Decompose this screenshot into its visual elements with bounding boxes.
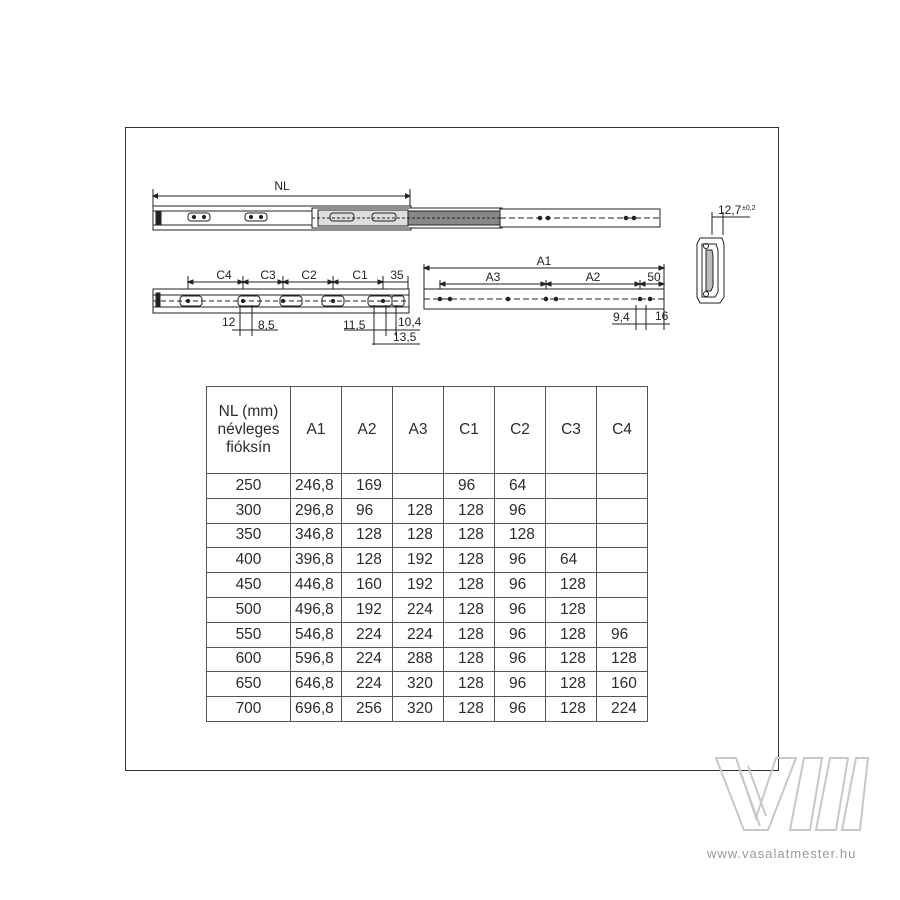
cell-a2: 224: [342, 622, 393, 647]
cell-c1: 128: [444, 647, 495, 672]
cell-c3: 128: [546, 597, 597, 622]
cell-a3: 128: [393, 523, 444, 548]
cell-c1: 128: [444, 597, 495, 622]
cell-a1: 396,8: [291, 548, 342, 573]
cell-a3: 320: [393, 672, 444, 697]
slide-top-view: [153, 189, 660, 230]
header-a2: A2: [342, 387, 393, 474]
header-c2: C2: [495, 387, 546, 474]
cell-c4: [597, 597, 648, 622]
cell-c2: 128: [495, 523, 546, 548]
cell-nl: 700: [207, 697, 291, 722]
dim-11-5: 11,5: [343, 318, 366, 332]
header-a3: A3: [393, 387, 444, 474]
cell-c3: 128: [546, 647, 597, 672]
dim-16: 16: [655, 309, 669, 323]
cell-a2: 224: [342, 647, 393, 672]
cell-c2: 96: [495, 647, 546, 672]
table-row: [207, 523, 648, 548]
cell-c3: 128: [546, 672, 597, 697]
header-c1: C1: [444, 387, 495, 474]
cell-a3: 192: [393, 548, 444, 573]
cell-c1: 128: [444, 697, 495, 722]
dim-a3: A3: [485, 270, 501, 284]
cell-nl: 300: [207, 498, 291, 523]
cell-c3: 128: [546, 622, 597, 647]
cell-nl: 350: [207, 523, 291, 548]
cell-c4: [597, 523, 648, 548]
cell-c3: [546, 498, 597, 523]
cell-c4: 224: [597, 697, 648, 722]
cell-c2: 96: [495, 672, 546, 697]
cell-nl: 550: [207, 622, 291, 647]
cell-c1: 128: [444, 672, 495, 697]
cell-a3: [393, 474, 444, 499]
header-nl-line3: fióksín: [226, 439, 271, 456]
cell-c1: 128: [444, 622, 495, 647]
slide-profile-view: [697, 212, 750, 303]
cell-a1: 546,8: [291, 622, 342, 647]
cell-c4: [597, 573, 648, 598]
cell-c2: 64: [495, 474, 546, 499]
cell-c1: 128: [444, 573, 495, 598]
cell-nl: 250: [207, 474, 291, 499]
cell-c3: [546, 474, 597, 499]
cell-a2: 224: [342, 672, 393, 697]
dim-thickness-tolerance: ±0,2: [742, 205, 756, 212]
cell-c4: [597, 498, 648, 523]
cell-c4: 128: [597, 647, 648, 672]
cell-a3: 320: [393, 697, 444, 722]
dim-c4: C4: [216, 268, 232, 282]
header-c4: C4: [597, 387, 648, 474]
cell-a1: 346,8: [291, 523, 342, 548]
header-nl-line2: névleges: [217, 421, 280, 438]
cell-c2: 96: [495, 498, 546, 523]
cell-a2: 128: [342, 523, 393, 548]
vm-logo-icon: [712, 752, 872, 836]
cell-c1: 128: [444, 498, 495, 523]
dim-12: 12: [222, 315, 236, 329]
dim-13-5: 13,5: [393, 330, 417, 344]
dim-50: 50: [647, 270, 661, 284]
cell-c2: 96: [495, 697, 546, 722]
cabinet-member-view: [424, 264, 670, 330]
cell-a3: 224: [393, 597, 444, 622]
cell-c1: 128: [444, 523, 495, 548]
cell-a2: 256: [342, 697, 393, 722]
cell-c3: 128: [546, 573, 597, 598]
cell-a1: 446,8: [291, 573, 342, 598]
dim-8-5: 8,5: [258, 318, 275, 332]
dim-nl: NL: [274, 179, 290, 193]
cell-a3: 192: [393, 573, 444, 598]
header-nl: [207, 387, 291, 474]
cell-c2: 96: [495, 597, 546, 622]
table-row: [207, 573, 648, 598]
cell-a1: 296,8: [291, 498, 342, 523]
cell-c1: 128: [444, 548, 495, 573]
dim-thickness: 12,7: [718, 203, 742, 217]
cell-c3: [546, 523, 597, 548]
dim-c3: C3: [260, 268, 276, 282]
table-row: [207, 697, 648, 722]
table-header-row: [207, 387, 648, 474]
cell-a3: 128: [393, 498, 444, 523]
header-c3: C3: [546, 387, 597, 474]
dim-9-4: 9,4: [613, 310, 630, 324]
cell-a1: 646,8: [291, 672, 342, 697]
cell-c1: 96: [444, 474, 495, 499]
cell-a2: 169: [342, 474, 393, 499]
dim-a1: A1: [536, 254, 552, 268]
table-row: [207, 597, 648, 622]
cell-nl: 600: [207, 647, 291, 672]
table-row: [207, 622, 648, 647]
cell-a1: 696,8: [291, 697, 342, 722]
cell-a2: 128: [342, 548, 393, 573]
dim-a2: A2: [585, 270, 601, 284]
cell-c2: 96: [495, 622, 546, 647]
header-nl-line1: NL (mm): [218, 403, 279, 420]
table-row: [207, 672, 648, 697]
cell-a2: 96: [342, 498, 393, 523]
cell-a2: 192: [342, 597, 393, 622]
header-a1: A1: [291, 387, 342, 474]
cell-nl: 450: [207, 573, 291, 598]
cell-c4: 96: [597, 622, 648, 647]
table-row: [207, 647, 648, 672]
table-row: [207, 474, 648, 499]
dim-35: 35: [390, 268, 404, 282]
cell-c3: 128: [546, 697, 597, 722]
table-row: [207, 498, 648, 523]
cell-nl: 500: [207, 597, 291, 622]
dimension-table: [206, 386, 648, 722]
cell-c4: 160: [597, 672, 648, 697]
cell-a1: 496,8: [291, 597, 342, 622]
website-url[interactable]: www.vasalatmester.hu: [707, 846, 857, 861]
cell-c2: 96: [495, 573, 546, 598]
cell-a3: 288: [393, 647, 444, 672]
cell-a1: 596,8: [291, 647, 342, 672]
cell-a2: 160: [342, 573, 393, 598]
dim-c2: C2: [301, 268, 317, 282]
table-row: [207, 548, 648, 573]
cell-a1: 246,8: [291, 474, 342, 499]
cell-c4: [597, 548, 648, 573]
dim-10-4: 10,4: [398, 315, 422, 329]
cell-nl: 400: [207, 548, 291, 573]
cell-c4: [597, 474, 648, 499]
cell-c2: 96: [495, 548, 546, 573]
drawer-member-view: [153, 276, 420, 345]
cell-a3: 224: [393, 622, 444, 647]
cell-c3: 64: [546, 548, 597, 573]
cell-nl: 650: [207, 672, 291, 697]
dim-c1: C1: [352, 268, 368, 282]
